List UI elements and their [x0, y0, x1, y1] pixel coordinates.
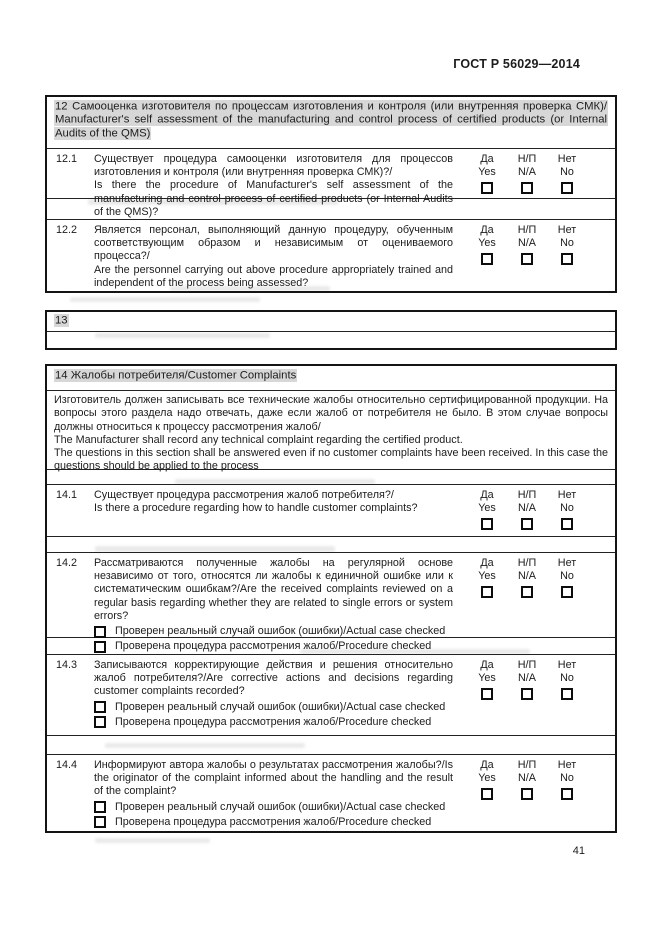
section-14-table: [45, 364, 617, 833]
question-row-12-2: [47, 219, 615, 289]
answer-no-label-en: No: [560, 570, 574, 582]
question-text: [94, 759, 467, 829]
answer-options: [467, 659, 587, 700]
answer-yes-label-en: Yes: [478, 502, 496, 514]
sub-check-item-procedure: [94, 816, 453, 829]
section-12-table: [45, 95, 617, 293]
answer-yes: [467, 557, 507, 598]
answer-yes-label-en: Yes: [478, 772, 496, 784]
checkbox-na[interactable]: [521, 253, 533, 265]
answer-no-label-ru: Нет: [557, 224, 577, 236]
checkbox-yes[interactable]: [481, 788, 493, 800]
question-text: [94, 557, 467, 653]
checkbox-no[interactable]: [561, 253, 573, 265]
empty-row: [47, 331, 615, 348]
question-row-14-3: [47, 654, 615, 735]
question-text-en: Is there a procedure regarding how to handle customer complaints?: [94, 502, 418, 515]
checkbox-na[interactable]: [521, 182, 533, 194]
question-text: [94, 153, 467, 219]
question-row-12-1: [47, 148, 615, 218]
question-text-ru: Является персонал, выполняющий данную процедуру, обученным соответствующим образом и независимым от оцениваемого процесса?/: [94, 224, 453, 263]
checkbox-yes[interactable]: [481, 253, 493, 265]
answer-na-label-ru: Н/П: [517, 224, 537, 236]
question-row-14-4: [47, 754, 615, 828]
checkbox-actual-case[interactable]: [94, 626, 106, 638]
answer-no-label-en: No: [560, 166, 574, 178]
checkbox-yes[interactable]: [481, 688, 493, 700]
sub-check-label: Проверена процедура рассмотрения жалоб/Procedure checked: [115, 640, 432, 653]
page-number: 41: [572, 845, 585, 857]
answer-na: [507, 489, 547, 530]
sub-check-item-actual-case: [94, 625, 453, 638]
checkbox-no[interactable]: [561, 182, 573, 194]
question-text-bilingual: Рассматриваются полученные жалобы на регулярной основе независимо от того, относятся ли жалобы к единичной ошибке или к систематическим ошибкам?/Are the received complaints reviewed on a regular basis regarding whether they are related to single errors or system errors?: [94, 557, 453, 622]
answer-no-label-ru: Нет: [557, 153, 577, 165]
answer-no: [547, 557, 587, 598]
checkbox-na[interactable]: [521, 586, 533, 598]
answer-options: [467, 557, 587, 598]
question-number: 12.1: [56, 153, 78, 165]
sub-check-item-procedure: [94, 716, 453, 729]
answer-options: [467, 759, 587, 800]
checkbox-na[interactable]: [521, 688, 533, 700]
answer-no-label-en: No: [560, 502, 574, 514]
answer-yes-label-en: Yes: [478, 166, 496, 178]
question-row-14-1: [47, 484, 615, 536]
answer-na-label-ru: Н/П: [517, 759, 537, 771]
answer-no-label-en: No: [560, 237, 574, 249]
question-number: 14.3: [56, 659, 78, 671]
answer-na: [507, 659, 547, 700]
section-14-header-text: 14 Жалобы потребителя/Customer Complaints: [55, 369, 297, 381]
checkbox-no[interactable]: [561, 518, 573, 530]
answer-no-label-ru: Нет: [557, 489, 577, 501]
answer-na-label-ru: Н/П: [517, 659, 537, 671]
intro-text-en-2: The questions in this section shall be answered even if no customer complaints have been received. In this case the questions should be applied to the process: [54, 447, 608, 473]
sub-check-item-procedure: [94, 640, 453, 653]
answer-na-label-ru: Н/П: [517, 489, 537, 501]
question-number: 12.2: [56, 224, 78, 236]
answer-yes-label-ru: Да: [480, 759, 494, 771]
answer-options: [467, 489, 587, 530]
question-number: 14.2: [56, 557, 78, 569]
answer-yes: [467, 489, 507, 530]
answer-na-label-en: N/A: [518, 672, 536, 684]
answer-na-label-en: N/A: [518, 502, 536, 514]
intro-text-en-1: The Manufacturer shall record any technical complaint regarding the certified product.: [54, 433, 463, 446]
checkbox-no[interactable]: [561, 586, 573, 598]
scan-artifact: [95, 838, 210, 843]
answer-na-label-ru: Н/П: [517, 153, 537, 165]
question-text-ru: Существует процедура самооценки изготовителя для процессов изготовления и контроля (или внутренняя проверка СМК)?/: [94, 153, 453, 179]
answer-yes: [467, 759, 507, 800]
question-text: [94, 659, 467, 729]
section-13-table: [45, 310, 617, 350]
answer-yes-label-en: Yes: [478, 237, 496, 249]
checkbox-yes[interactable]: [481, 518, 493, 530]
question-text-en: Is there the procedure of Manufacturer's self assessment of the manufacturing and control process of certified products (or Internal Audits of the QMS)?: [94, 179, 453, 218]
spacer-row: [47, 735, 615, 754]
sub-check-label: Проверен реальный случай ошибок (ошибки)/Actual case checked: [115, 800, 446, 813]
answer-na: [507, 224, 547, 265]
sub-check-label: Проверен реальный случай ошибок (ошибки)/Actual case checked: [115, 625, 446, 638]
checkbox-procedure[interactable]: [94, 716, 106, 728]
question-text-bilingual: Записываются корректирующие действия и решения относительно жалоб потребителя?/Are corrective actions and decisions regarding customer complaints recorded?: [94, 659, 453, 698]
checkbox-yes[interactable]: [481, 182, 493, 194]
sub-check-label: Проверен реальный случай ошибок (ошибки)/Actual case checked: [115, 700, 446, 713]
answer-yes-label-ru: Да: [480, 489, 494, 501]
answer-na-label-en: N/A: [518, 772, 536, 784]
answer-options: [467, 153, 587, 194]
answer-na-label-en: N/A: [518, 570, 536, 582]
answer-yes-label-ru: Да: [480, 224, 494, 236]
checkbox-procedure[interactable]: [94, 816, 106, 828]
answer-na-label-en: N/A: [518, 237, 536, 249]
answer-yes-label-ru: Да: [480, 659, 494, 671]
answer-no-label-en: No: [560, 672, 574, 684]
answer-no-label-ru: Нет: [557, 557, 577, 569]
answer-yes: [467, 153, 507, 194]
sub-check-label: Проверена процедура рассмотрения жалоб/Procedure checked: [115, 715, 432, 728]
checkbox-na[interactable]: [521, 518, 533, 530]
checkbox-yes[interactable]: [481, 586, 493, 598]
answer-yes-label-en: Yes: [478, 570, 496, 582]
answer-yes-label-en: Yes: [478, 672, 496, 684]
checkbox-na[interactable]: [521, 788, 533, 800]
question-row-14-2: [47, 552, 615, 653]
answer-yes-label-ru: Да: [480, 153, 494, 165]
answer-yes: [467, 659, 507, 700]
answer-no: [547, 224, 587, 265]
question-text-bilingual: Информируют автора жалобы о результатах рассмотрения жалобы?/Is the originator of the complaint informed about the handling and the result of the complaint?: [94, 759, 453, 798]
checkbox-actual-case[interactable]: [94, 801, 106, 813]
spacer-row: [47, 536, 615, 552]
section-14-intro: [47, 390, 615, 473]
question-text-ru: Существует процедура рассмотрения жалоб потребителя?/: [94, 489, 394, 501]
answer-no: [547, 759, 587, 800]
section-13-header: [47, 312, 615, 331]
sub-check-item-actual-case: [94, 801, 453, 814]
question-text: [94, 224, 467, 290]
checkbox-actual-case[interactable]: [94, 701, 106, 713]
answer-yes-label-ru: Да: [480, 557, 494, 569]
answer-na: [507, 759, 547, 800]
sub-check-label: Проверена процедура рассмотрения жалоб/Procedure checked: [115, 815, 432, 828]
question-text-en: Are the personnel carrying out above procedure appropriately trained and independent of the process being assessed?: [94, 263, 453, 289]
answer-no-label-ru: Нет: [557, 759, 577, 771]
intro-text-ru: Изготовитель должен записывать все технические жалобы относительно сертифицированной продукции. На вопросы этого раздела надо отвечать, даже если жалоб от потребителя не было. В этом случае вопросы должны относиться к процессу рассмотрения жалоб/: [54, 394, 608, 433]
checkbox-procedure[interactable]: [94, 641, 106, 653]
answer-no: [547, 659, 587, 700]
answer-na: [507, 557, 547, 598]
section-14-header: [47, 366, 615, 390]
answer-options: [467, 224, 587, 265]
scan-artifact: [70, 297, 260, 302]
answer-na: [507, 153, 547, 194]
answer-no-label-ru: Нет: [557, 659, 577, 671]
checkbox-no[interactable]: [561, 788, 573, 800]
question-number: 14.1: [56, 489, 78, 501]
answer-no: [547, 153, 587, 194]
answer-no: [547, 489, 587, 530]
answer-yes: [467, 224, 507, 265]
answer-na-label-ru: Н/П: [517, 557, 537, 569]
answer-na-label-en: N/A: [518, 166, 536, 178]
document-reference: ГОСТ Р 56029—2014: [453, 57, 580, 71]
section-12-header: [47, 97, 615, 148]
section-13-header-text: 13: [55, 314, 68, 326]
section-12-header-text: 12 Самооценка изготовителя по процессам изготовления и контроля (или внутренняя проверка СМК)/ Manufacturer's self assessment of the manufacturing and control process of certified products (or Internal Audits of the QMS): [55, 100, 607, 140]
question-number: 14.4: [56, 759, 78, 771]
question-text: [94, 489, 467, 515]
sub-check-item-actual-case: [94, 701, 453, 714]
checkbox-no[interactable]: [561, 688, 573, 700]
answer-no-label-en: No: [560, 772, 574, 784]
